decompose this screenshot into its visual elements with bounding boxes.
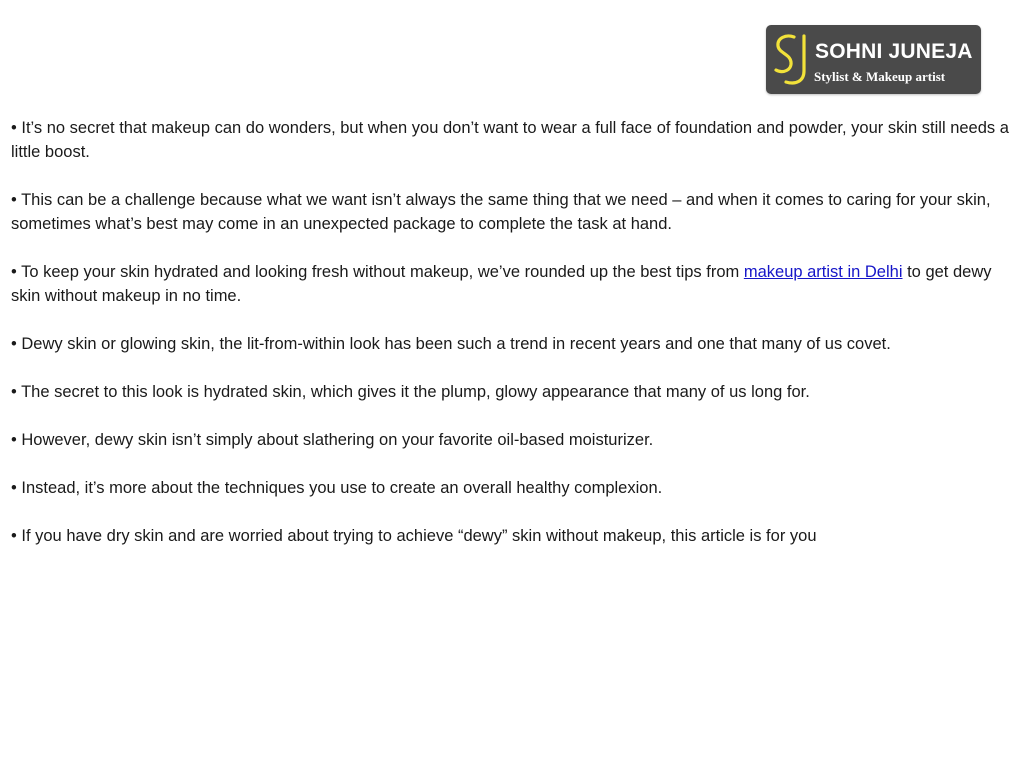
logo-tagline: Stylist & Makeup artist xyxy=(814,69,946,84)
bullet-marker: • xyxy=(11,431,17,449)
bullet-marker: • xyxy=(11,119,17,137)
paragraph-text: This can be a challenge because what we want isn’t always the same thing that we need – and when it comes to caring for your skin, sometimes what’s best may come in an unexpected package to complete the task at hand. xyxy=(11,191,991,233)
paragraph-text: To keep your skin hydrated and looking fresh without makeup, we’ve rounded up the best tips from xyxy=(21,263,740,281)
bullet-marker: • xyxy=(11,263,17,281)
makeup-artist-link[interactable]: makeup artist in Delhi xyxy=(743,263,903,281)
bullet-marker: • xyxy=(11,335,17,353)
paragraph-text: If you have dry skin and are worried about trying to achieve “dewy” skin without makeup, this article is for you xyxy=(21,527,817,545)
brand-logo xyxy=(766,25,981,94)
article-body xyxy=(11,116,1015,572)
paragraph-text: It’s no secret that makeup can do wonders, but when you don’t want to wear a full face of foundation and powder, your skin still needs a little boost. xyxy=(11,119,1009,161)
bullet-paragraph xyxy=(11,476,1015,500)
bullet-paragraph xyxy=(11,188,1015,236)
paragraph-text: However, dewy skin isn’t simply about slathering on your favorite oil-based moisturizer. xyxy=(21,431,654,449)
paragraph-text: to get dewy skin without makeup in no time. xyxy=(11,263,992,305)
paragraph-text: Instead, it’s more about the techniques you use to create an overall healthy complexion. xyxy=(21,479,663,497)
bullet-paragraph xyxy=(11,380,1015,404)
bullet-paragraph xyxy=(11,116,1015,164)
bullet-paragraph xyxy=(11,260,1015,308)
bullet-paragraph xyxy=(11,428,1015,452)
bullet-marker: • xyxy=(11,527,17,545)
paragraph-text: The secret to this look is hydrated skin, which gives it the plump, glowy appearance that many of us long for. xyxy=(21,383,810,401)
bullet-paragraph xyxy=(11,332,1015,356)
bullet-marker: • xyxy=(11,479,17,497)
bullet-paragraph xyxy=(11,524,1015,548)
logo-brand-name: SOHNI JUNEJA xyxy=(815,40,973,63)
bullet-marker: • xyxy=(11,191,17,209)
sj-monogram-icon xyxy=(772,31,814,87)
paragraph-text: Dewy skin or glowing skin, the lit-from-within look has been such a trend in recent years and one that many of us covet. xyxy=(21,335,891,353)
bullet-marker: • xyxy=(11,383,17,401)
